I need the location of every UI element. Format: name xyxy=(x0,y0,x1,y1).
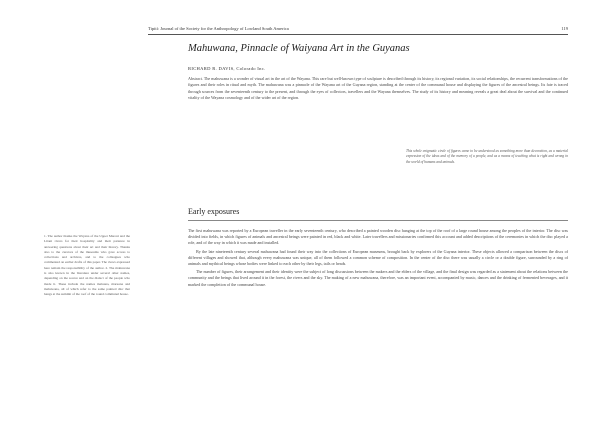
author-line: RICHARD R. DAVIS, Colorado Inc. xyxy=(188,66,266,71)
section-heading: Early exposures xyxy=(188,207,568,221)
running-head-journal: Tipití: Journal of the Society for the Anthropology of Lowland South America xyxy=(148,26,289,31)
page-number: 119 xyxy=(561,26,568,31)
body-paragraph: By the late nineteenth century several mahuwana had found their way into the collections of European museums, brought back by explorers of the Guyana interior. These objects allowed a comparison between the discs of different villages and showed that, although every mahuwana was unique, all of them followed a common scheme of composition. In the center of the disc there was usually a circle or a double figure, surrounded by a ring of animals and mythical beings whose bodies were linked to each other by their legs, tails or heads. xyxy=(188,248,568,267)
article-title: Mahuwana, Pinnacle of Waiyana Art in the Guyanas xyxy=(188,43,410,54)
abstract: Abstract. The mahuwana is a wonder of visual art in the art of the Wayana. This rare but well-known type of sculpture is described through its history, its regional variation, its social relationships, the recurrent transformations of the figures and their roles in ritual and myth. The mahuwana was a pinnacle of the Wayana art of the Guyana region, standing at the center of the communal house and displaying the figures of the ancestral beings. Its fate is traced through sources from the seventeenth century to the present, and through the eyes of collectors, travellers and the Wayana themselves. The study of its history and meaning reveals a great deal about the survival and the continued vitality of the Wayana cosmology and of the wider art of the region. xyxy=(188,76,568,100)
body-paragraph: The first mahuwana was reported by a European traveller in the early seventeenth century, who described a painted wooden disc hanging at the top of the roof of a large round house among the peoples of the interior. The disc was divided into fields, in which figures of animals and ancestral beings were painted in red, black and white. Later travellers and missionaries confirmed this account and added descriptions of the ceremonies in which the disc played a role, and of the way in which it was made and installed. xyxy=(188,228,568,246)
body-paragraph: The number of figures, their arrangement and their identity were the subject of long discussions between the makers and the elders of the village, and the final design was regarded as a statement about the relations between the community and the beings that lived around it in the forest, the rivers and the sky. The making of a new mahuwana, therefore, was an important event, accompanied by music, dances and the drinking of fermented beverages, and it marked the completion of the communal house. xyxy=(188,269,568,287)
body-text xyxy=(188,228,568,290)
running-head xyxy=(148,26,568,35)
footnote: 1. The author thanks the Wayana of the Upper Maroni and the Litani rivers for their hospitality and their patience in answering questions about their art and their history. Thanks also to the curators of the museums who gave access to collections and archives, and to the colleagues who commented on earlier drafts of this paper. The views expressed here remain the responsibility of the author. 2. The mahuwana is also known in the literature under several other names, depending on the source and on the dialect of the people who made it. These include the names maluana, maruana and mahuwana, all of which refer to the same painted disc that hangs at the summit of the roof of the round communal house. xyxy=(44,234,130,297)
epigraph-quote: This whole enigmatic circle of figures came to be understood as something more than decoration, as a material expression of the ideas and of the memory of a people, and as a means of teaching what is right and wrong in the world of humans and animals. xyxy=(406,149,568,164)
